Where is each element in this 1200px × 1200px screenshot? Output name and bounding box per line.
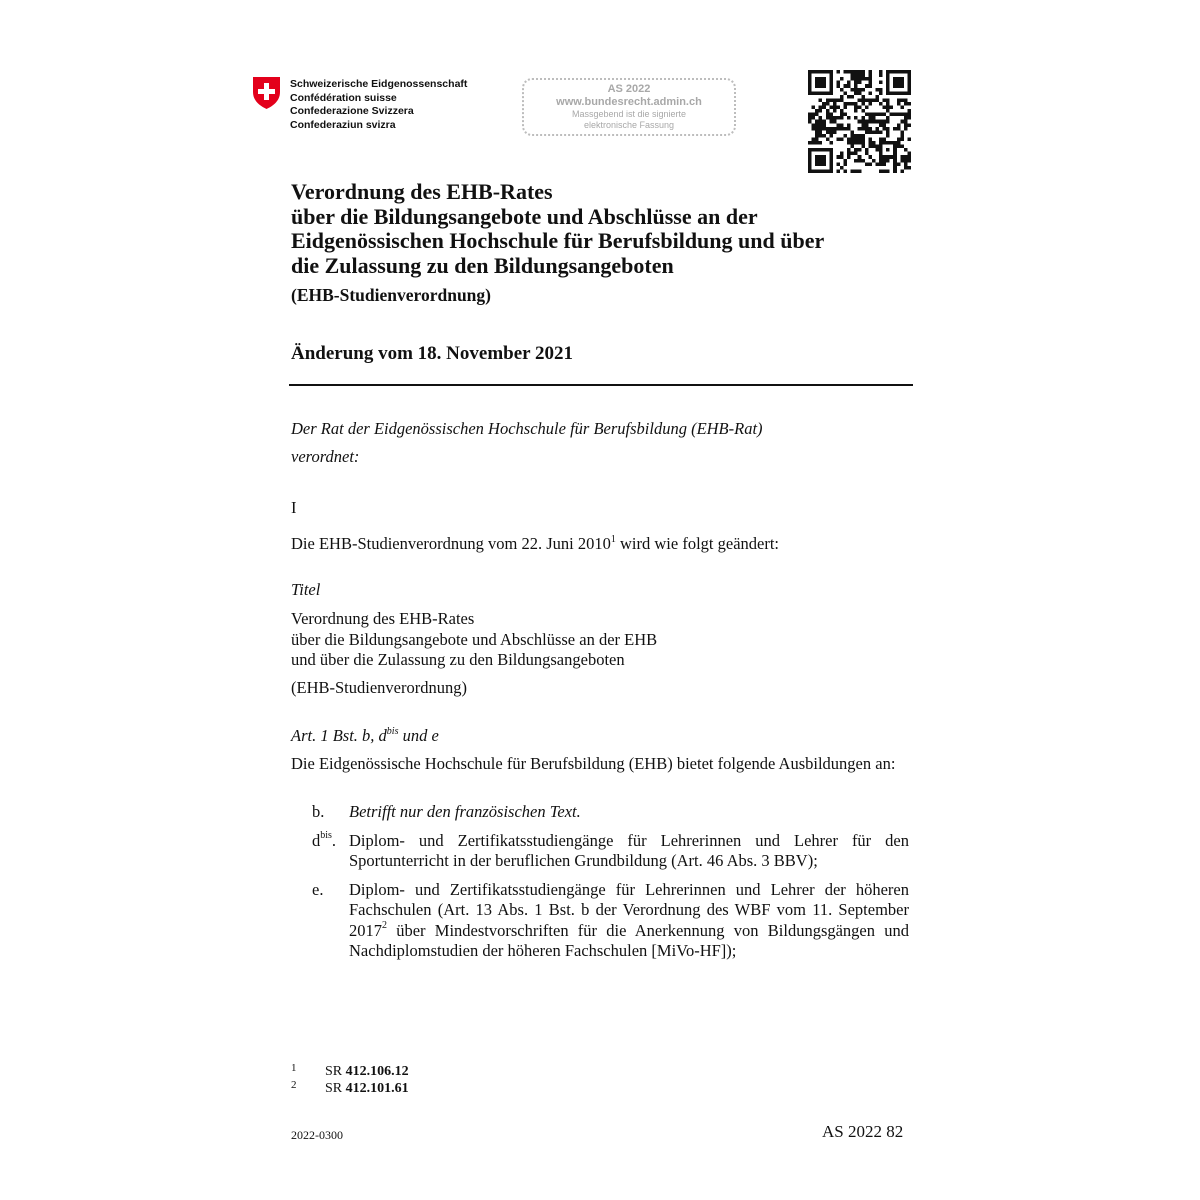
footnote-number: 2 — [291, 1079, 297, 1091]
footnote-text — [325, 1063, 409, 1080]
amendment-date: Änderung vom 18. November 2021 — [291, 343, 574, 364]
article-intro: Die Eidgenössische Hochschule für Berufsbildung (EHB) bietet folgende Ausbildungen an: — [291, 754, 896, 773]
footnote-text — [325, 1080, 409, 1097]
page-reference: AS 2022 82 — [822, 1122, 904, 1141]
footnote-prefix: SR — [325, 1081, 346, 1096]
swiss-coat-of-arms-icon — [252, 76, 281, 110]
list-item-b — [291, 802, 909, 823]
title-divider — [289, 384, 913, 386]
article-heading-sup: bis — [386, 725, 399, 737]
item-label-e: e. — [312, 879, 324, 899]
article-heading-post: und e — [398, 726, 439, 745]
qr-code-icon — [808, 70, 911, 173]
item-text-dbis: Diplom- und Zertifikatsstudiengänge für Lehrerinnen und Lehrer für den Sportunterricht in der beruflichen Grundbildung (Art. 46 Abs. 3 BBV); — [349, 830, 909, 870]
publication-stamp — [522, 78, 736, 136]
item-text-e-pre: Diplom- und Zertifikatsstudiengänge für Lehrerinnen und Lehrer der höheren Fachschulen (Art. 13 Abs. 1 Bst. b der Verordnung des WBF vom 11. September 2017 — [349, 879, 909, 940]
footnote-prefix: SR — [325, 1064, 346, 1079]
item-label-dbis-letter: d — [312, 830, 321, 850]
confederation-names — [290, 78, 467, 132]
footnote-number: 1 — [291, 1062, 297, 1074]
item-label-dbis — [312, 831, 336, 852]
list-item-e — [291, 880, 909, 962]
item-text-e-post: über Mindestvorschriften für die Anerkennung von Bildungsgängen und Nachdiplomstudien der höheren Fachschulen [MiVo-HF]); — [349, 920, 909, 960]
article-heading-pre: Art. 1 Bst. b, d — [291, 726, 387, 745]
list-item-dbis — [291, 831, 909, 872]
footnote-ref-1: 1 — [610, 533, 616, 545]
title-line: die Zulassung zu den Bildungsangeboten — [291, 252, 674, 278]
section-intro — [291, 534, 779, 555]
intro-text: Die EHB-Studienverordnung vom 22. Juni 2010 — [291, 534, 611, 553]
titel-line: über die Bildungsangebote und Abschlüsse an der EHB — [291, 629, 658, 649]
titel-line: und über die Zulassung zu den Bildungsangeboten — [291, 650, 625, 669]
preamble — [291, 415, 763, 471]
item-text-b: Betrifft nur den französischen Text. — [349, 802, 581, 821]
stamp-line-4: elektronische Fassung — [583, 120, 675, 130]
confederation-name-it: Confederazione Svizzera — [290, 105, 414, 117]
titel-abbreviation: (EHB-Studienverordnung) — [291, 678, 467, 697]
stamp-line-2: www.bundesrecht.admin.ch — [556, 96, 702, 108]
intro-rest: wird wie folgt geändert: — [615, 534, 780, 553]
titel-heading: Titel — [291, 580, 321, 599]
article-heading — [291, 726, 439, 747]
titel-text — [291, 609, 657, 671]
titel-line: Verordnung des EHB-Rates — [291, 609, 475, 628]
confederation-name-fr: Confédération suisse — [290, 91, 397, 104]
item-label-b: b. — [312, 802, 325, 821]
footnote-ref: 412.101.61 — [345, 1081, 409, 1096]
document-title — [291, 180, 931, 278]
title-line: Verordnung des EHB-Rates — [291, 179, 553, 204]
footnote-ref-2: 2 — [382, 920, 387, 931]
stamp-line-3: Massgebend ist die signierte — [571, 109, 687, 119]
confederation-name-rm: Confederaziun svizra — [290, 118, 396, 131]
preamble-line-2: verordnet: — [291, 447, 360, 466]
title-line: über die Bildungsangebote und Abschlüsse an der — [291, 203, 758, 229]
footnote-ref: 412.106.12 — [345, 1064, 409, 1079]
stamp-line-1: AS 2022 — [607, 83, 651, 95]
item-label-dbis-dot: . — [331, 830, 337, 850]
document-number: 2022-0300 — [291, 1128, 343, 1142]
document-short-title: (EHB-Studienverordnung) — [291, 285, 491, 305]
confederation-name-de: Schweizerische Eidgenossenschaft — [290, 78, 468, 90]
item-label-dbis-sup: bis — [320, 830, 332, 841]
section-number: I — [291, 498, 297, 517]
article-items — [291, 802, 909, 970]
preamble-line-1: Der Rat der Eidgenössischen Hochschule für Berufsbildung (EHB-Rat) — [291, 419, 763, 438]
title-line: Eidgenössischen Hochschule für Berufsbildung und über — [291, 228, 825, 253]
